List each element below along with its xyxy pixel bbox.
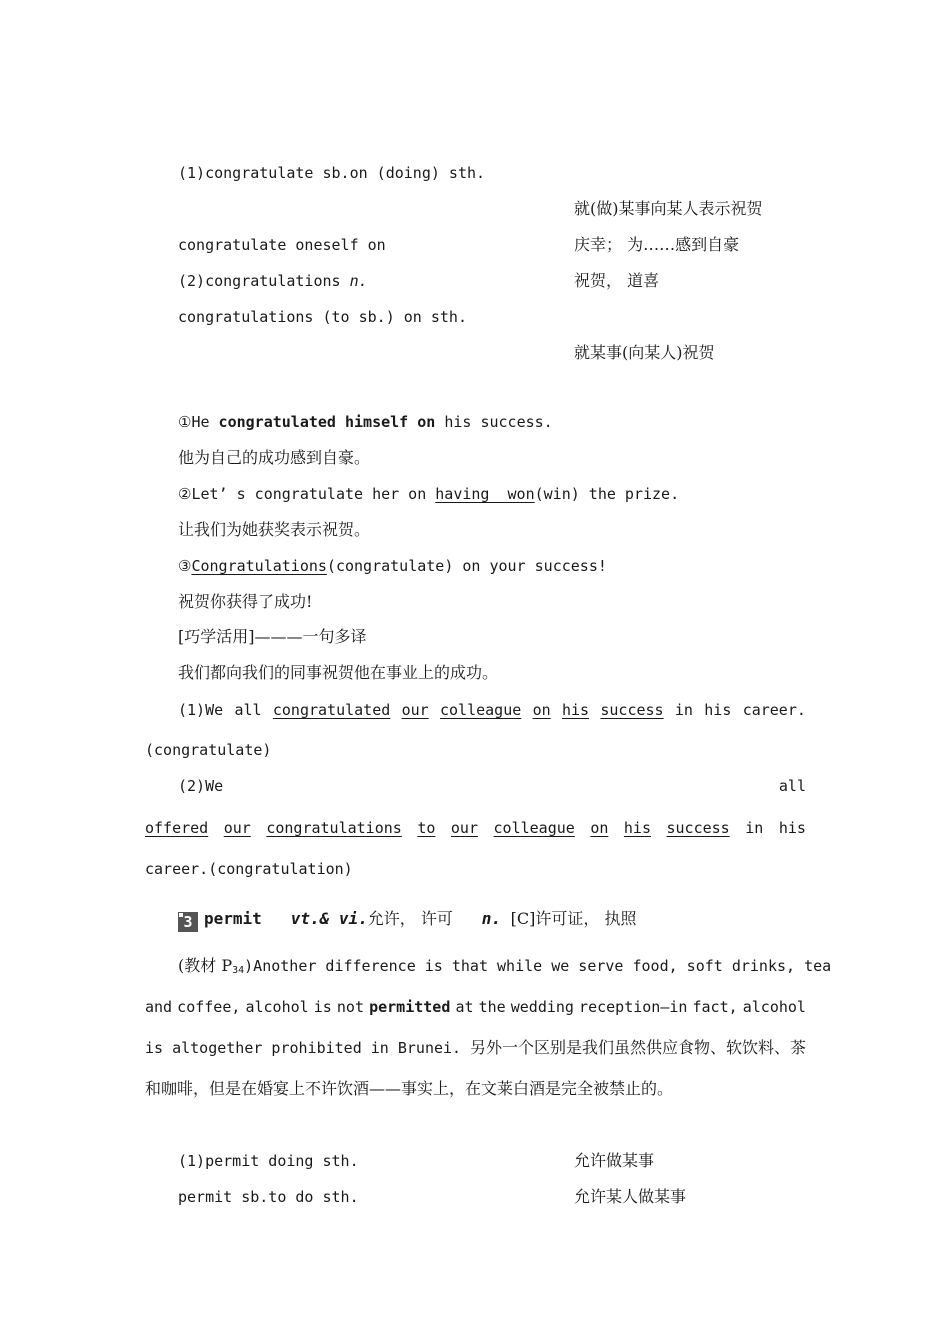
para-line-2 [145, 997, 806, 1017]
word: (2)We [178, 777, 224, 795]
word: his [778, 819, 806, 837]
word: career. [742, 701, 806, 719]
word: at [455, 998, 474, 1016]
answer-word: his [561, 701, 590, 719]
keyword: permitted [369, 998, 451, 1016]
practice-sentence-2-line-1 [178, 776, 806, 796]
word: not [336, 998, 364, 1016]
example-1-post: his success. [435, 413, 553, 431]
usage-line-4-cn: 就某事(向某人)祝贺 [574, 343, 715, 362]
para-line-3-chinese: 另外一个区别是我们虽然供应食物、软饮料、茶 [469, 1038, 806, 1057]
part-of-speech-1: vt.& vi. [290, 909, 368, 928]
example-1-bold: congratulated himself on [218, 413, 436, 431]
para-line-4: 和咖啡，但是在婚宴上不许饮酒——事实上，在文莱白酒是完全被禁止的。 [145, 1079, 674, 1098]
word: the [478, 998, 506, 1016]
example-1-pre: ①He [178, 413, 219, 431]
permit-heading [178, 909, 637, 932]
example-3-pre: ③ [178, 557, 192, 575]
answer-word: on [590, 819, 609, 837]
permit-usage-1: (1)permit doing sth. [178, 1152, 359, 1170]
example-3-answer: Congratulations [191, 557, 327, 575]
answer-word: success [666, 819, 730, 837]
answer-word: congratulations [266, 819, 402, 837]
practice-sentence-1-hint: (congratulate) [145, 741, 272, 759]
answer-word: colleague [440, 701, 522, 719]
usage-line-1-cn: 就(做)某事向某人表示祝贺 [574, 199, 763, 218]
example-2-post: (win) the prize. [534, 485, 680, 503]
usage-line-3-cn: 祝贺， 道喜 [574, 271, 660, 290]
word: all [778, 777, 806, 795]
example-1 [178, 412, 553, 432]
answer-word: success [600, 701, 664, 719]
example-2-answer: having won [435, 485, 535, 503]
word: alcohol [245, 998, 309, 1016]
para-page-number: 34 [232, 965, 245, 976]
word: is [313, 998, 332, 1016]
answer-word: congratulated [272, 701, 391, 719]
para-line-3-english: is altogether prohibited in Brunei. [145, 1039, 462, 1057]
word: coffee, [177, 998, 241, 1016]
number-3-icon: 3 [178, 912, 198, 932]
usage-line-3-text: (2)congratulations [178, 272, 350, 290]
permit-usage-1-cn: 允许做某事 [574, 1151, 655, 1170]
word: (1)We [178, 701, 224, 719]
usage-line-1: (1)congratulate sb.on (doing) sth. [178, 164, 486, 182]
para-source: (教材 P [178, 956, 233, 975]
practice-sentence-1 [178, 700, 806, 720]
answer-word: to [417, 819, 436, 837]
practice-sentence-2-end: career.(congratulation) [145, 860, 353, 878]
word: all [234, 701, 262, 719]
permit-usage-2-cn: 允许某人做某事 [574, 1187, 687, 1206]
answer-word: colleague [493, 819, 575, 837]
example-2-pre: ②Let’ s congratulate her on [178, 485, 436, 503]
answer-word: on [532, 701, 551, 719]
definition-1: 允许， 许可 [367, 909, 453, 928]
word: alcohol [742, 998, 806, 1016]
para-line-3 [145, 1038, 806, 1058]
example-2 [178, 484, 679, 504]
example-3-cn: 祝贺你获得了成功! [178, 592, 313, 611]
usage-line-2: congratulate oneself on [178, 236, 386, 254]
practice-prompt: 我们都向我们的同事祝贺他在事业上的成功。 [178, 663, 499, 682]
answer-word: offered [145, 819, 209, 837]
para-line-1-text: )Another difference is that while we serve food, soft drinks, tea [244, 957, 832, 975]
part-of-speech-2: n. [481, 909, 502, 928]
answer-word: his [623, 819, 651, 837]
word: his [704, 701, 732, 719]
word: in [674, 701, 693, 719]
usage-line-3-pos: n. [349, 272, 368, 290]
permit-usage-2: permit sb.to do sth. [178, 1188, 359, 1206]
word: fact, [692, 998, 738, 1016]
usage-line-2-cn: 庆幸； 为……感到自豪 [574, 235, 740, 254]
usage-line-3 [178, 271, 368, 291]
word: in [745, 819, 764, 837]
practice-header: [巧学活用]———一句多译 [178, 627, 367, 646]
answer-word: our [450, 819, 478, 837]
definition-2: [C]许可证， 执照 [510, 909, 637, 928]
answer-word: our [223, 819, 251, 837]
example-2-cn: 让我们为她获奖表示祝贺。 [178, 520, 371, 539]
word: reception—in [579, 998, 688, 1016]
para-line-1 [178, 956, 831, 981]
example-3 [178, 556, 607, 576]
example-3-post: (congratulate) on your success! [326, 557, 607, 575]
answer-word: our [401, 701, 429, 719]
practice-sentence-2-line-2 [145, 818, 806, 838]
example-1-cn: 他为自己的成功感到自豪。 [178, 448, 371, 467]
word: wedding [510, 998, 574, 1016]
headword: permit [204, 909, 262, 928]
word: and [145, 998, 173, 1016]
usage-line-4: congratulations (to sb.) on sth. [178, 308, 467, 326]
